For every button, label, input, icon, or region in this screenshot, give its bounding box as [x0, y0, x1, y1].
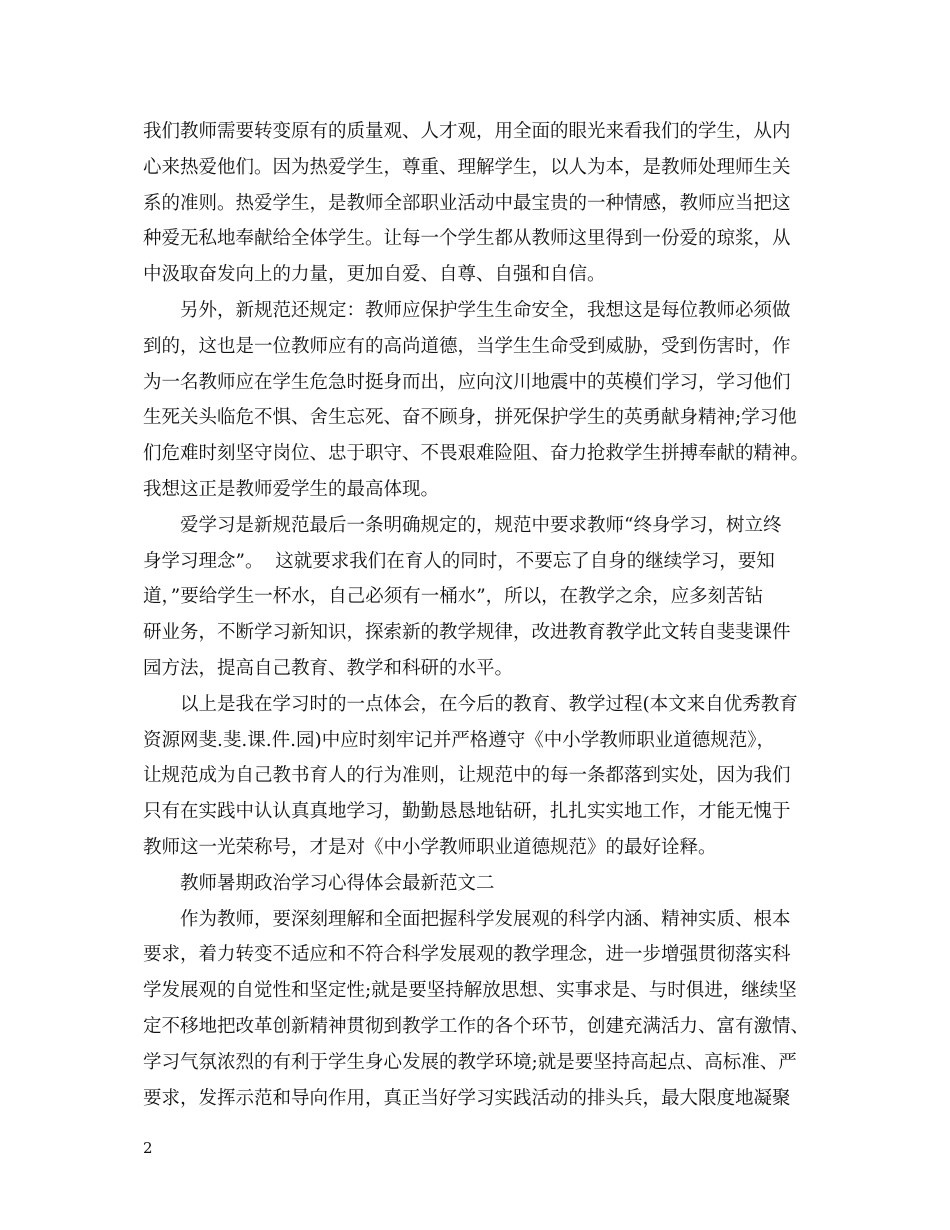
text-line: 园方法，提高自己教育、教学和科研的水平。 — [143, 657, 514, 679]
text-line: 学习气氛浓烈的有利于学生身心发展的教学环境;就是要坚持高起点、高标准、严 — [143, 1051, 797, 1073]
text-line: 们危难时刻坚守岗位、忠于职守、不畏艰难险阻、奋力抢救学生拼搏奉献的精神。 — [143, 443, 810, 465]
text-line: 道，”要给学生一杯水，自己必须有一桶水”，所以，在教学之余，应多刻苦钻 — [143, 586, 764, 608]
paragraph-1 — [143, 114, 823, 293]
paragraph-2 — [143, 293, 823, 508]
text-line: 只有在实践中认认真真地学习，勤勤恳恳地钻研，扎扎实实地工作，才能无愧于 — [143, 801, 791, 823]
text-line: 我们教师需要转变原有的质量观、人才观，用全面的眼光来看我们的学生，从内 — [143, 121, 791, 142]
text-line: 中汲取奋发向上的力量，更加自爱、自尊、自强和自信。 — [143, 264, 606, 286]
text-line: 以上是我在学习时的一点体会，在今后的教育、教学过程(本文来自优秀教育 — [180, 693, 798, 715]
paragraph-5 — [143, 902, 823, 1117]
text-line: 要求，着力转变不适应和不符合科学发展观的教学理念，进一步增强贯彻落实科 — [143, 944, 791, 966]
text-line: 爱学习是新规范最后一条明确规定的，规范中要求教师“终身学习，树立终 — [180, 514, 782, 536]
section-heading: 教师暑期政治学习心得体会最新范文二 — [180, 872, 495, 894]
text-line: 资源网斐.斐.课.件.园)中应时刻牢记并严格遵守《中小学教师职业道德规范》， — [143, 729, 775, 751]
text-line: 心来热爱他们。因为热爱学生，尊重、理解学生，以人为本，是教师处理师生关 — [143, 156, 791, 178]
text-line: 系的准则。热爱学生，是教师全部职业活动中最宝贵的一种情感，教师应当把这 — [143, 192, 791, 214]
text-line: 定不移地把改革创新精神贯彻到教学工作的各个环节，创建充满活力、富有激情、 — [143, 1015, 810, 1037]
paragraph-4 — [143, 687, 823, 866]
text-line: 研业务，不断学习新知识，探索新的教学规律，改进教育教学此文转自斐斐课件 — [143, 622, 791, 644]
paragraph-3 — [143, 508, 823, 687]
text-line: 到的，这也是一位教师应有的高尚道德，当学生生命受到威胁，受到伤害时，作 — [143, 335, 791, 357]
text-line: 种爱无私地奉献给全体学生。让每一个学生都从教师这里得到一份爱的琼浆，从 — [143, 228, 791, 250]
text-line: 身学习理念”。 这就要求我们在育人的同时，不要忘了自身的继续学习，要知 — [143, 550, 775, 572]
text-line: 要求，发挥示范和导向作用，真正当好学习实践活动的排头兵，最大限度地凝聚 — [143, 1087, 791, 1109]
text-line: 我想这正是教师爱学生的最高体现。 — [143, 478, 440, 500]
text-line: 生死关头临危不惧、舍生忘死、奋不顾身，拼死保护学生的英勇献身精神;学习他 — [143, 407, 797, 429]
text-line: 教师这一光荣称号，才是对《中小学教师职业道德规范》的最好诠释。 — [143, 836, 717, 858]
text-line: 让规范成为自己教书育人的行为准则，让规范中的每一条都落到实处，因为我们 — [143, 765, 791, 787]
text-line: 另外，新规范还规定：教师应保护学生生命安全，我想这是每位教师必须做 — [180, 299, 791, 321]
page-number: 2 — [143, 1139, 153, 1157]
text-line: 为一名教师应在学生危急时挺身而出，应向汶川地震中的英模们学习，学习他们 — [143, 371, 791, 393]
text-line: 作为教师，要深刻理解和全面把握科学发展观的科学内涵、精神实质、根本 — [180, 908, 791, 930]
document-body — [143, 114, 823, 1116]
text-line: 学发展观的自觉性和坚定性;就是要坚持解放思想、实事求是、与时俱进，继续坚 — [143, 980, 797, 1002]
